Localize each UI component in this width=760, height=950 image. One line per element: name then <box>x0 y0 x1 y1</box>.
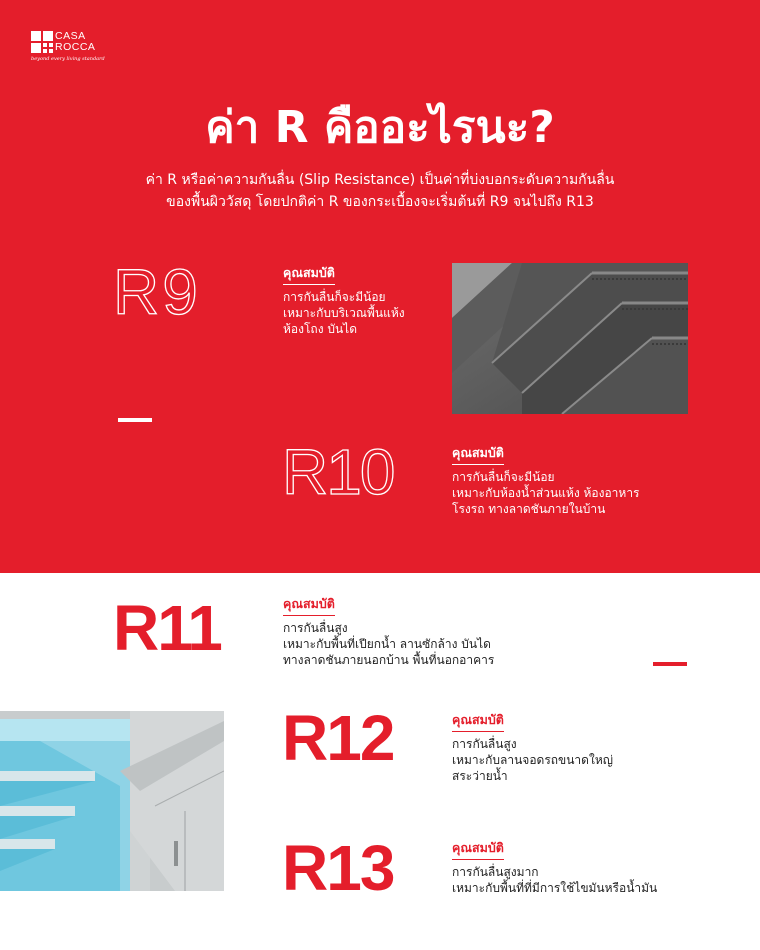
rating-r9-line-1: การกันลื่นก็จะมีน้อย <box>283 290 386 304</box>
intro-line-2: ของพื้นผิววัสดุ โดยปกติค่า R ของกระเบื้องจะเริ่มต้นที่ R9 จนไปถึง R13 <box>166 194 594 210</box>
rating-r11-code: R11 <box>113 592 221 664</box>
rating-r13-code: R13 <box>282 832 394 904</box>
divider-dash-white <box>118 418 152 422</box>
rating-r10-heading: คุณสมบัติ <box>452 445 504 465</box>
rating-r12-line-2: เหมาะกับลานจอดรถขนาดใหญ่ <box>452 753 613 767</box>
rating-r12-heading: คุณสมบัติ <box>452 712 504 732</box>
logo-mark-icon <box>31 31 53 53</box>
rating-r9-properties <box>283 265 405 337</box>
rating-r12-line-3: สระว่ายน้ำ <box>452 769 508 783</box>
rating-r13-line-2: เหมาะกับพื้นที่ที่มีการใช้ไขมันหรือน้ำมัน <box>452 881 658 895</box>
rating-r13-heading: คุณสมบัติ <box>452 840 504 860</box>
rating-r13-properties <box>452 840 657 896</box>
rating-r10-code: R10 <box>282 436 394 508</box>
rating-r10-line-1: การกันลื่นก็จะมีน้อย <box>452 470 555 484</box>
divider-dash-red <box>653 662 687 666</box>
rating-r12-code: R12 <box>282 702 394 774</box>
stair-tile-photo <box>452 263 688 414</box>
rating-r9-line-3: ห้องโถง บันได <box>283 322 358 336</box>
rating-r11-line-3: ทางลาดชันภายนอกบ้าน พื้นที่นอกอาคาร <box>283 653 495 667</box>
rating-r11-properties <box>283 596 494 668</box>
pool-tile-photo <box>0 711 224 891</box>
logo-name: CASA ROCCA <box>55 30 96 53</box>
rating-r12-line-1: การกันลื่นสูง <box>452 737 517 751</box>
logo-tagline: beyond every living standard <box>31 56 105 62</box>
rating-r13-line-1: การกันลื่นสูงมาก <box>452 865 539 879</box>
rating-r10-line-2: เหมาะกับห้องน้ำส่วนแห้ง ห้องอาหาร <box>452 486 640 500</box>
rating-r10-line-3: โรงรถ ทางลาดชันภายในบ้าน <box>452 502 606 516</box>
page-title: ค่า R คืออะไรนะ? <box>205 102 555 153</box>
rating-r10-properties <box>452 445 640 517</box>
rating-r9-line-2: เหมาะกับบริเวณพื้นแห้ง <box>283 306 405 320</box>
intro-line-1: ค่า R หรือค่าความกันลื่น (Slip Resistance) เป็นค่าที่บ่งบอกระดับความกันลื่น <box>145 172 615 188</box>
rating-r12-properties <box>452 712 613 784</box>
rating-r9-code: R9 <box>113 256 201 328</box>
rating-r11-heading: คุณสมบัติ <box>283 596 335 616</box>
intro-text <box>0 169 760 213</box>
rating-r11-line-2: เหมาะกับพื้นที่เปียกน้ำ ลานซักล้าง บันได <box>283 637 491 651</box>
rating-r11-line-1: การกันลื่นสูง <box>283 621 348 635</box>
rating-r9-heading: คุณสมบัติ <box>283 265 335 285</box>
